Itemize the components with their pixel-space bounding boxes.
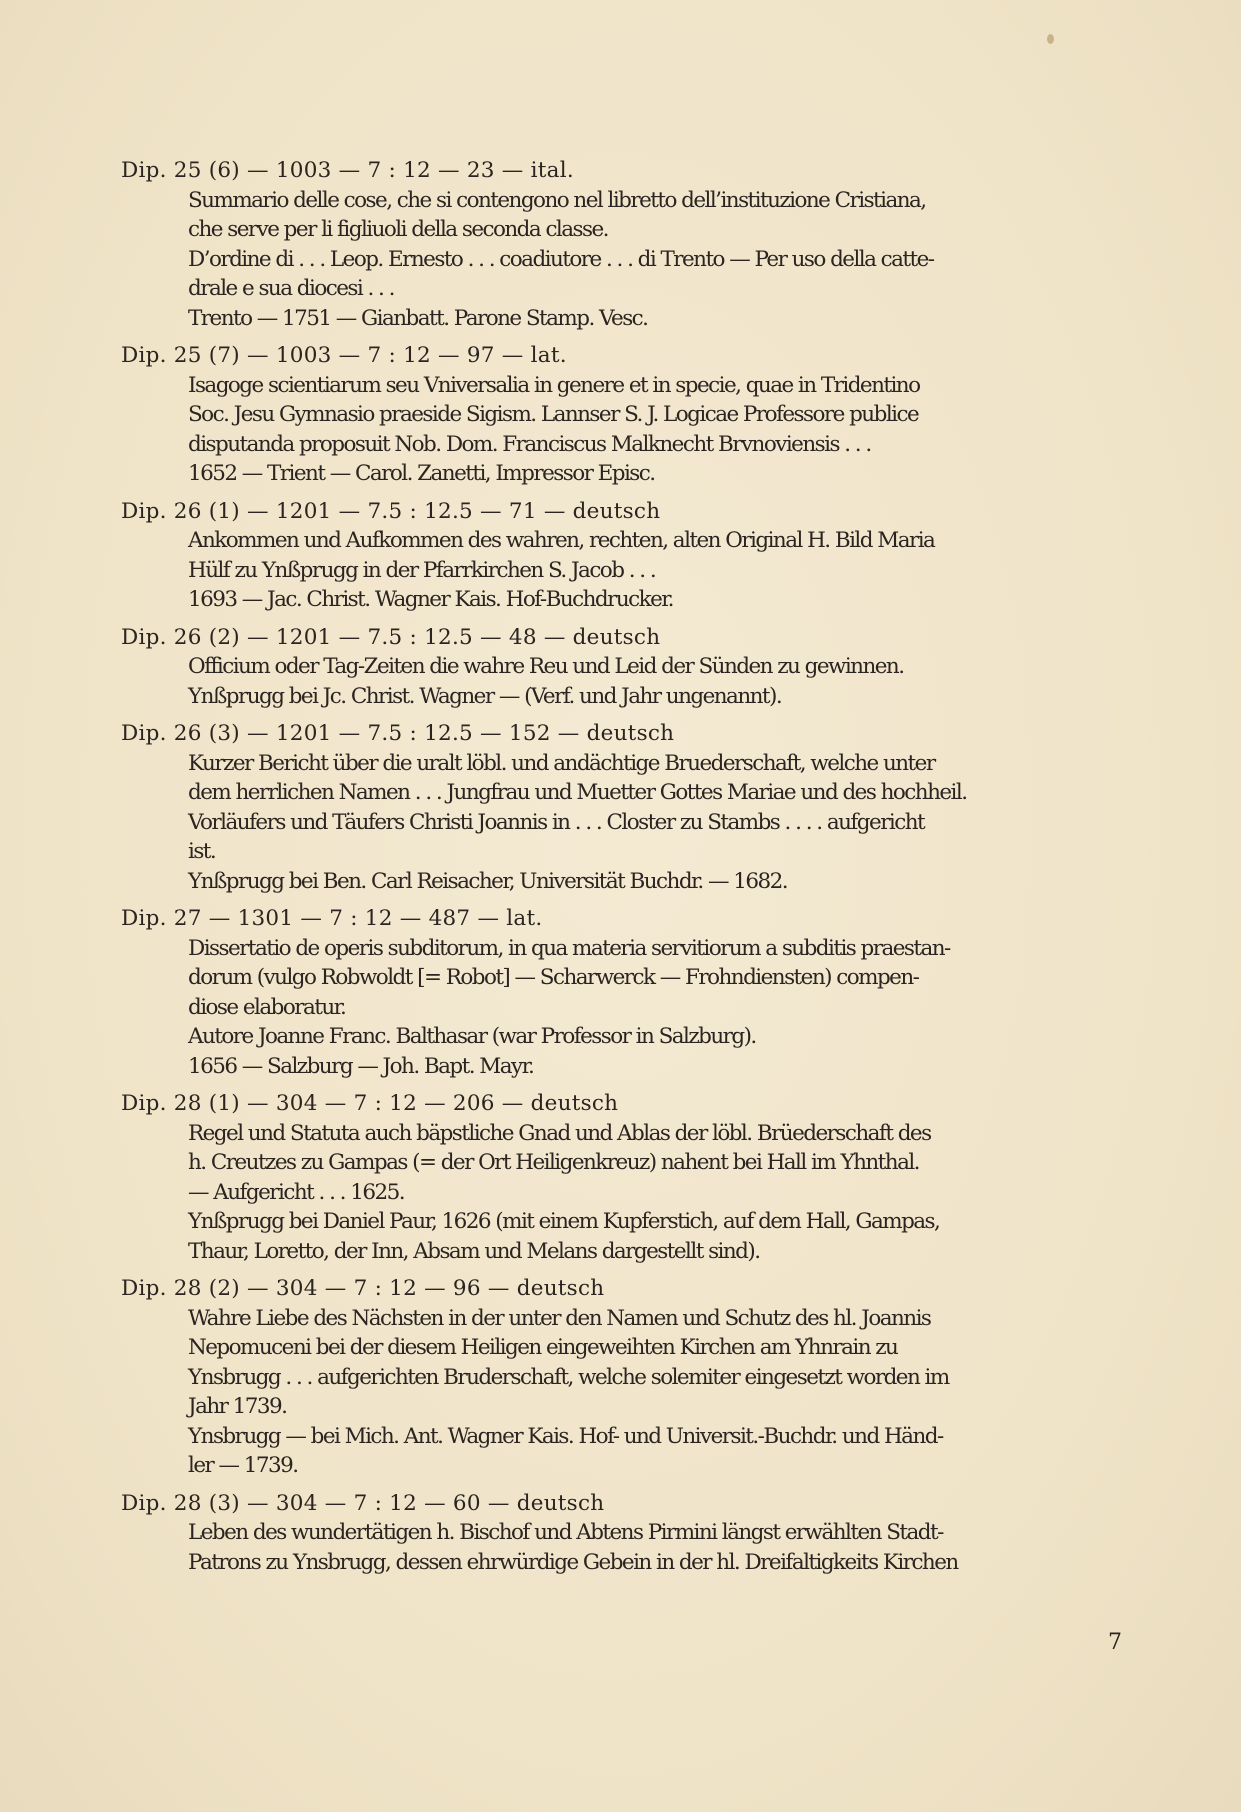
entry-text-line: Isagoge scientiarum seu Vniversalia in genere et in specie, quae in Tridentino (188, 372, 920, 398)
entry-header: Dip. 26 (2) — 1201 — 7.5 : 12.5 — 48 — deutsch (121, 624, 661, 650)
entry-text-line: h. Creutzes zu Gampas (= der Ort Heiligenkreuz) nahent bei Hall im Yhnthal. (188, 1150, 919, 1175)
entry-text-line: 1693 — Jac. Christ. Wagner Kais. Hof-Buchdrucker. (188, 587, 673, 612)
paper-spot (1047, 34, 1054, 44)
entry-text-line: dorum (vulgo Robwoldt [= Robot] — Scharwerck — Frohndiensten) compen- (188, 965, 919, 990)
entry-text-line: Wahre Liebe des Nächsten in der unter den Namen und Schutz des hl. Joannis (188, 1305, 931, 1331)
entry-text-line: 1652 — Trient — Carol. Zanetti, Impressor Episc. (188, 461, 655, 486)
entry-text-line: Autore Joanne Franc. Balthasar (war Professor in Salzburg). (188, 1024, 756, 1049)
entry-text-line: D’ordine di . . . Leop. Ernesto . . . coadiutore . . . di Trento — Per uso della catte- (188, 246, 934, 272)
entry-text-line: Ynßprugg bei Ben. Carl Reisacher, Universität Buchdr. — 1682. (188, 868, 788, 894)
entry-text-line: Ynsbrugg — bei Mich. Ant. Wagner Kais. Hof- und Universit.-Buchdr. und Händ- (188, 1423, 943, 1449)
entry-text-line: Leben des wundertätigen h. Bischof und Abtens Pirmini längst erwählten Stadt- (188, 1520, 943, 1545)
entry-text-line: Summario delle cose, che si contengono nel libretto dell’instituzione Cristiana, (188, 187, 926, 213)
entry-text-line: Vorläufers und Täufers Christi Joannis in . . . Closter zu Stambs . . . . aufgericht (188, 809, 925, 835)
entry-text-line: Kurzer Bericht über die uralt löbl. und andächtige Bruederschaft, welche unter (188, 750, 935, 776)
entry-text-line: Nepomuceni bei der diesem Heiligen eingeweihten Kirchen am Yhnrain zu (188, 1335, 898, 1360)
entry-header: Dip. 26 (3) — 1201 — 7.5 : 12.5 — 152 — deutsch (121, 721, 675, 746)
entry-text-line: Regel und Statuta auch bäpstliche Gnad und Ablas der löbl. Brüederschaft des (188, 1120, 931, 1146)
catalog-entry (121, 341, 1121, 489)
entry-text-line: disputanda proposuit Nob. Dom. Franciscus Malknecht Brvnoviensis . . . (188, 431, 871, 457)
catalog-entry (121, 497, 1121, 615)
entry-header: Dip. 26 (1) — 1201 — 7.5 : 12.5 — 71 — deutsch (121, 498, 661, 524)
entry-header: Dip. 28 (2) — 304 — 7 : 12 — 96 — deutsch (121, 1276, 605, 1301)
entry-text-line: che serve per li figliuoli della seconda classe. (188, 217, 608, 242)
catalog-entry (121, 1489, 1121, 1578)
entry-text-line: Hülf zu Ynßprugg in der Pfarrkirchen S. Jacob . . . (188, 557, 656, 583)
entry-text-line: Ankommen und Aufkommen des wahren, rechten, alten Original H. Bild Maria (188, 528, 935, 553)
entry-header: Dip. 27 — 1301 — 7 : 12 — 487 — lat. (121, 906, 543, 931)
entry-text-line: ler — 1739. (188, 1453, 298, 1478)
catalog-entry (121, 1089, 1121, 1266)
entry-text-line: Ynßprugg bei Daniel Paur, 1626 (mit einem Kupferstich, auf dem Hall, Gampas, (188, 1209, 940, 1234)
entry-header: Dip. 25 (6) — 1003 — 7 : 12 — 23 — ital. (121, 158, 574, 183)
entry-text-line: 1656 — Salzburg — Joh. Bapt. Mayr. (188, 1053, 534, 1079)
entry-text-line: — Aufgericht . . . 1625. (188, 1179, 405, 1205)
catalog-entry (121, 1274, 1121, 1481)
entry-text-line: ist. (188, 839, 216, 864)
entry-header: Dip. 25 (7) — 1003 — 7 : 12 — 97 — lat. (121, 343, 567, 368)
entry-text-line: diose elaboratur. (188, 994, 346, 1020)
catalog-entry (121, 904, 1121, 1081)
entry-text-line: dem herrlichen Namen . . . Jungfrau und Muetter Gottes Mariae und des hochheil. (188, 780, 967, 805)
entry-text-line: Officium oder Tag-Zeiten die wahre Reu und Leid der Sünden zu gewinnen. (188, 654, 904, 679)
entry-text-line: Dissertatio de operis subditorum, in qua materia servitiorum a subditis praestan- (188, 935, 950, 961)
entry-header: Dip. 28 (3) — 304 — 7 : 12 — 60 — deutsch (121, 1490, 605, 1516)
catalog-entry (121, 719, 1121, 896)
entry-text-line: Thaur, Loretto, der Inn, Absam und Melans dargestellt sind). (188, 1238, 760, 1264)
entry-text-line: Trento — 1751 — Gianbatt. Parone Stamp. Vesc. (188, 305, 648, 331)
entry-text-line: Jahr 1739. (188, 1394, 287, 1419)
catalog-entry (121, 156, 1121, 333)
page-number: 7 (1108, 1630, 1122, 1655)
catalog-entries (121, 156, 1121, 1585)
catalog-entry (121, 623, 1121, 712)
entry-header: Dip. 28 (1) — 304 — 7 : 12 — 206 — deutsch (121, 1091, 619, 1116)
entry-text-line: Ynsbrugg . . . aufgerichten Bruderschaft, welche solemiter eingesetzt worden im (188, 1364, 949, 1390)
entry-text-line: Ynßprugg bei Jc. Christ. Wagner — (Verf. und Jahr ungenannt). (188, 683, 782, 709)
entry-text-line: drale e sua diocesi . . . (188, 276, 394, 301)
entry-text-line: Patrons zu Ynsbrugg, dessen ehrwürdige Gebein in der hl. Dreifaltigkeits Kirchen (188, 1549, 958, 1575)
entry-text-line: Soc. Jesu Gymnasio praeside Sigism. Lannser S. J. Logicae Professore publice (188, 402, 919, 427)
